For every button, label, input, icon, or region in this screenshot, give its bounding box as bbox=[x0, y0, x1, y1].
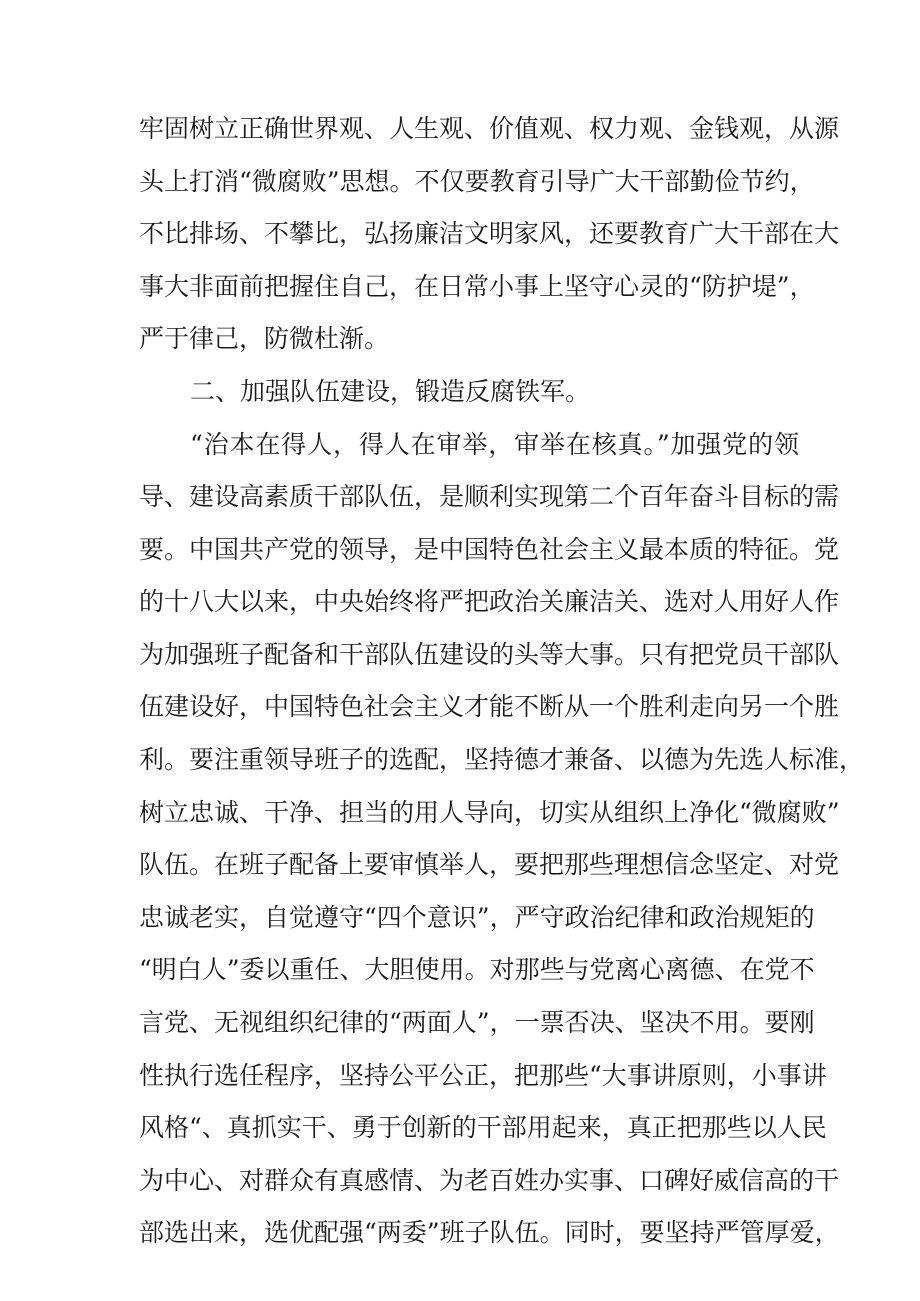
paragraph-1-line-3: 不比排场、不攀比，弘扬廉洁文明家风，还要教育广大干部在大 bbox=[139, 219, 840, 248]
paragraph-2-line-12: 言党、无视组织纪律的“两面人”，一票否决、坚决不用。要刚 bbox=[139, 1008, 815, 1037]
paragraph-2-line-13: 性执行选任程序，坚持公平公正，把那些“大事讲原则，小事讲 bbox=[139, 1061, 827, 1090]
paragraph-2-line-10: 忠诚老实，自觉遵守“四个意识”，严守政治纪律和政治规矩的 bbox=[139, 903, 815, 932]
paragraph-1-line-1: 牢固树立正确世界观、人生观、价值观、权力观、金钱观，从源 bbox=[139, 114, 840, 143]
paragraph-2-line-2: 导、建设高素质干部队伍，是顺利实现第二个百年奋斗目标的需 bbox=[139, 482, 840, 511]
paragraph-2-line-11: “明白人”委以重任、大胆使用。对那些与党离心离德、在党不 bbox=[139, 955, 815, 984]
paragraph-2-line-8: 树立忠诚、干净、担当的用人导向，切实从组织上净化“微腐败” bbox=[139, 798, 840, 827]
paragraph-1-line-4: 事大非面前把握住自己，在日常小事上坚守心灵的“防护堤”， bbox=[139, 272, 815, 301]
paragraph-2-line-1: “治本在得人，得人在审举，审举在核真。”加强党的领 bbox=[190, 430, 799, 459]
paragraph-2-line-6: 伍建设好，中国特色社会主义才能不断从一个胜利走向另一个胜 bbox=[139, 692, 840, 721]
paragraph-2-line-9: 队伍。在班子配备上要审慎举人，要把那些理想信念坚定、对党 bbox=[139, 850, 840, 879]
paragraph-2-line-16: 部选出来，选优配强“两委”班子队伍。同时，要坚持严管厚爱， bbox=[139, 1218, 840, 1247]
section-heading: 二、加强队伍建设，锻造反腐铁军。 bbox=[190, 377, 591, 406]
paragraph-2-line-5: 为加强班子配备和干部队伍建设的头等大事。只有把党员干部队 bbox=[139, 640, 840, 669]
paragraph-1-line-5: 严于律己，防微杜渐。 bbox=[139, 324, 390, 353]
paragraph-2-line-3: 要。中国共产党的领导，是中国特色社会主义最本质的特征。党 bbox=[139, 535, 840, 564]
paragraph-2-line-7: 利。要注重领导班子的选配，坚持德才兼备、以德为先选人标准， bbox=[139, 745, 865, 774]
paragraph-2-line-4: 的十八大以来，中央始终将严把政治关廉洁关、选对人用好人作 bbox=[139, 587, 840, 616]
paragraph-2-line-15: 为中心、对群众有真感情、为老百姓办实事、口碑好威信高的干 bbox=[139, 1166, 840, 1195]
paragraph-2-line-14: 风格“、真抓实干、勇于创新的干部用起来，真正把那些以人民 bbox=[139, 1113, 827, 1142]
paragraph-1-line-2: 头上打消“微腐败”思想。不仅要教育引导广大干部勤俭节约， bbox=[139, 167, 815, 196]
